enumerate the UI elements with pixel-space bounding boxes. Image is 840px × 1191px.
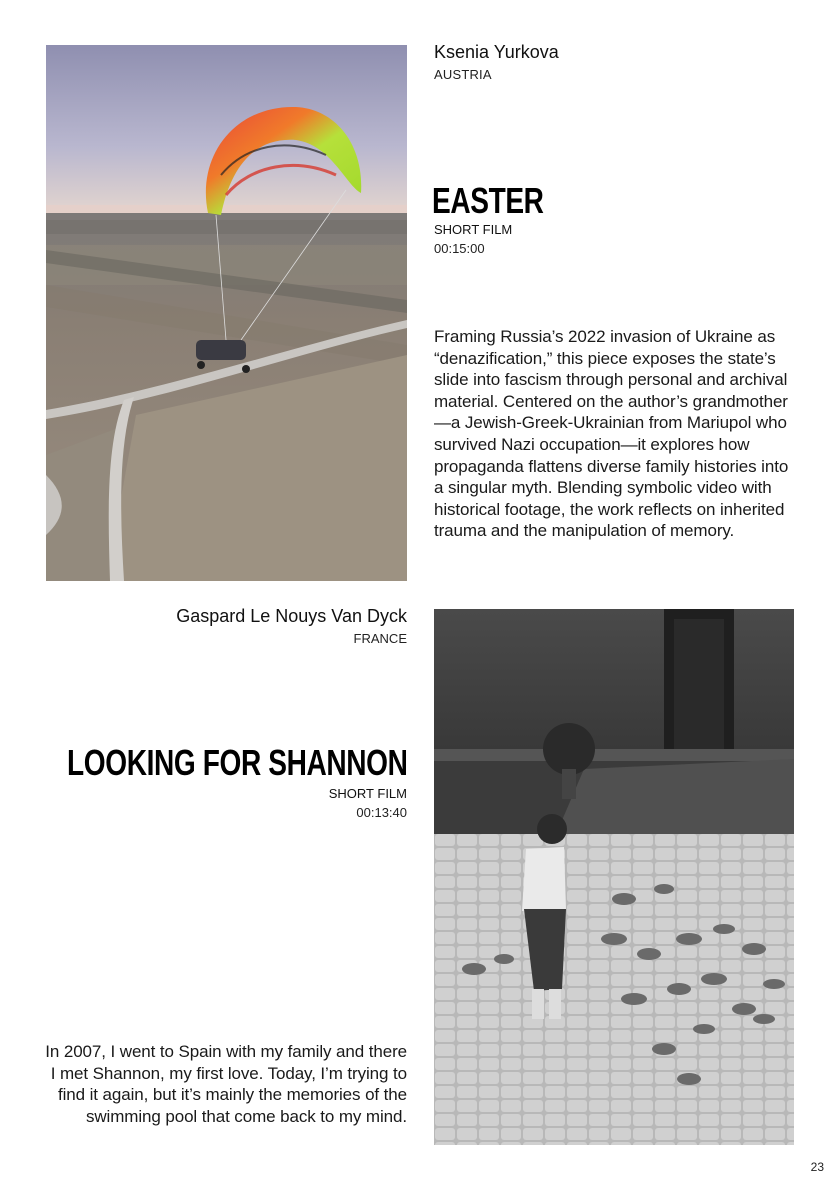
author-name: Gaspard Le Nouys Van Dyck bbox=[176, 606, 407, 626]
film-type: SHORT FILM bbox=[434, 222, 513, 237]
film-duration: 00:13:40 bbox=[356, 805, 407, 820]
film-description: In 2007, I went to Spain with my family and there I met Shannon, my first love. Today, I’m trying to find it again, but it’s mainly the memories of the swimming pool that come back to my mind. bbox=[45, 1042, 407, 1126]
film-title: LOOKING FOR SHANNON bbox=[66, 742, 407, 783]
film-duration: 00:15:00 bbox=[434, 241, 485, 256]
author-country: FRANCE bbox=[353, 631, 407, 646]
film-title: EASTER bbox=[432, 180, 544, 221]
film-description: Framing Russia’s 2022 invasion of Ukraine as “denazification,” this piece exposes the state’s slide into fascism through personal and archival material. Centered on the author’s grandmother—a Jewish-Greek-Ukrainian from Mariupol who survived Nazi occupation—it explores how propaganda flattens diverse family histories into a singular myth. Blending symbolic video with historical footage, the work reflects on inherited trauma and the manipulation of memory. bbox=[434, 327, 789, 541]
film-still-paraglider bbox=[46, 45, 407, 581]
author-name: Ksenia Yurkova bbox=[434, 42, 559, 62]
film-still-pigeons bbox=[434, 609, 794, 1145]
page-number: 23 bbox=[810, 1160, 824, 1174]
author-country: AUSTRIA bbox=[434, 67, 492, 82]
film-type: SHORT FILM bbox=[328, 786, 407, 801]
